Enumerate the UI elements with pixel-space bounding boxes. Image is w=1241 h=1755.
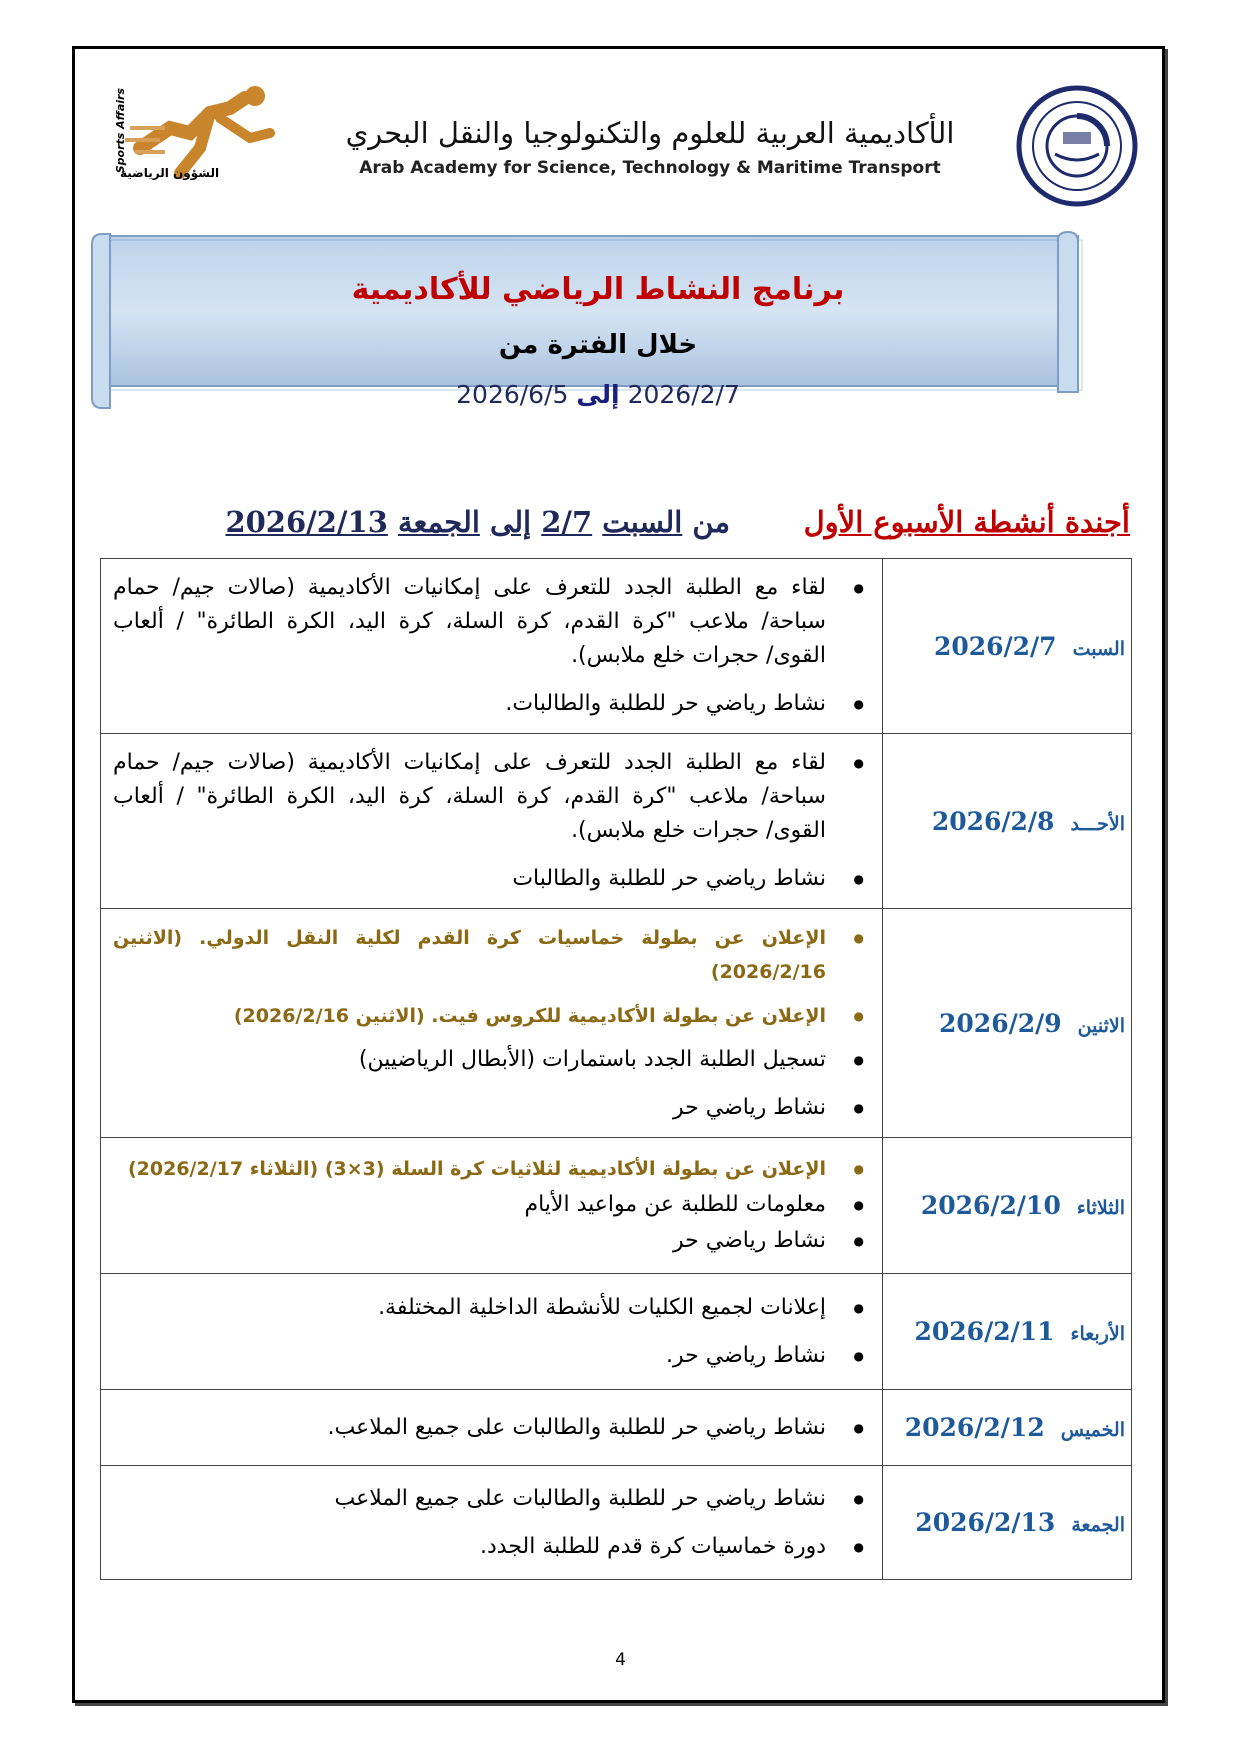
day-date: 2026/2/10 xyxy=(920,1191,1061,1220)
activities-cell xyxy=(101,559,883,734)
day-cell xyxy=(883,1274,1132,1390)
banner-to-word: إلى xyxy=(576,380,620,409)
activities-cell xyxy=(101,1390,883,1466)
banner-date-from: 2026/2/7 xyxy=(627,380,740,409)
announcement-item: ● الإعلان عن بطولة الأكاديمية لثلاثيات كرة السلة (3×3) (الثلاثاء 2026/2/17) xyxy=(113,1152,826,1186)
announcement-item: ● الإعلان عن بطولة الأكاديمية للكروس فيت. (الاثنين 2026/2/16) xyxy=(113,999,826,1033)
week-range xyxy=(225,505,730,539)
table-row xyxy=(101,734,1132,909)
day-name: الثلاثاء xyxy=(1076,1197,1125,1219)
academy-name-en: Arab Academy for Science, Technology & Maritime Transport xyxy=(359,158,941,178)
activity-list xyxy=(113,921,868,1125)
activity-item: ● معلومات للطلبة عن مواعيد الأيام xyxy=(113,1188,826,1222)
day-cell xyxy=(883,909,1132,1138)
day-date: 2026/2/7 xyxy=(933,631,1057,661)
banner-dates xyxy=(128,380,1068,409)
table-row xyxy=(101,1138,1132,1274)
day-name: الاثنين xyxy=(1077,1014,1125,1037)
day-name: الجمعة xyxy=(1071,1514,1125,1536)
day-date: 2026/2/13 xyxy=(915,1508,1056,1537)
table-row xyxy=(101,559,1132,734)
activity-item: ● دورة خماسيات كرة قدم للطلبة الجدد. xyxy=(113,1530,826,1564)
sports-affairs-en: Sports Affairs xyxy=(114,88,127,174)
title-banner xyxy=(88,230,1108,470)
announcement-item: ● الإعلان عن بطولة خماسيات كرة القدم لكلية النقل الدولي. (الاثنين 2026/2/16) xyxy=(113,921,826,989)
activity-item: ● لقاء مع الطلبة الجدد للتعرف على إمكانيات الأكاديمية (صالات جيم/ حمام سباحة/ ملاعب "كرة القدم، كرة السلة، كرة اليد، الكرة الطائرة" / ألعاب القوى/ حجرات خلع ملابس). xyxy=(113,746,826,848)
activity-list xyxy=(113,571,868,721)
day-cell xyxy=(883,1466,1132,1580)
day-cell xyxy=(883,1390,1132,1466)
activities-cell xyxy=(101,734,883,909)
week-to-word: إلى xyxy=(490,505,532,539)
day-name: الأربعاء xyxy=(1070,1323,1125,1345)
activity-item: ● نشاط رياضي حر للطلبة والطالبات. xyxy=(113,687,826,721)
day-cell xyxy=(883,559,1132,734)
header xyxy=(110,78,1140,210)
activity-item: ● إعلانات لجميع الكليات للأنشطة الداخلية المختلفة. xyxy=(113,1291,826,1325)
day-name: الخميس xyxy=(1060,1419,1125,1441)
activities-cell xyxy=(101,1466,883,1580)
day-date: 2026/2/9 xyxy=(939,1008,1062,1038)
activity-item: ● نشاط رياضي حر للطلبة والطالبات على جميع الملاعب. xyxy=(113,1411,826,1445)
table-row xyxy=(101,1390,1132,1466)
activity-list xyxy=(113,746,868,896)
table-row xyxy=(101,1274,1132,1390)
day-cell xyxy=(883,1138,1132,1274)
week-end-day: الجمعة xyxy=(398,505,480,539)
day-date: 2026/2/11 xyxy=(914,1317,1055,1346)
activities-cell xyxy=(101,909,883,1138)
table-row xyxy=(101,909,1132,1138)
activity-item: ● لقاء مع الطلبة الجدد للتعرف على إمكانيات الأكاديمية (صالات جيم/ حمام سباحة/ ملاعب "كرة القدم، كرة السلة، كرة اليد، الكرة الطائرة" / ألعاب القوى/ حجرات خلع ملابس). xyxy=(113,571,826,673)
week-start-date: 2/7 xyxy=(541,505,593,539)
day-date: 2026/2/8 xyxy=(931,806,1055,836)
activity-list xyxy=(113,1482,868,1564)
academy-seal-icon xyxy=(1015,84,1140,209)
day-cell xyxy=(883,734,1132,909)
page-number: 4 xyxy=(615,1650,626,1670)
academy-name-ar: الأكاديمية العربية للعلوم والتكنولوجيا والنقل البحري xyxy=(345,116,955,150)
week-label: أجندة أنشطة الأسبوع الأول xyxy=(803,505,1130,539)
activity-item: ● نشاط رياضي حر للطلبة والطالبات xyxy=(113,862,826,896)
week-start-day: السبت xyxy=(602,505,683,539)
activity-item: ● نشاط رياضي حر للطلبة والطالبات على جميع الملاعب xyxy=(113,1482,826,1516)
activity-list xyxy=(113,1411,868,1445)
week-end-date: 2026/2/13 xyxy=(225,505,388,539)
week-heading xyxy=(100,505,1130,553)
banner-title: برنامج النشاط الرياضي للأكاديمية xyxy=(351,272,845,307)
activities-cell xyxy=(101,1274,883,1390)
week-from-word: من xyxy=(692,505,730,539)
activity-list xyxy=(113,1291,868,1373)
banner-subtitle: خلال الفترة من xyxy=(498,330,698,360)
day-date: 2026/2/12 xyxy=(904,1413,1045,1442)
table-row xyxy=(101,1466,1132,1580)
activity-item: ● تسجيل الطلبة الجدد باستمارات (الأبطال الرياضيين) xyxy=(113,1043,826,1077)
activities-cell xyxy=(101,1138,883,1274)
banner-date-to: 2026/6/5 xyxy=(456,380,569,409)
day-name: السبت xyxy=(1072,637,1125,660)
activity-item: ● نشاط رياضي حر. xyxy=(113,1339,826,1373)
day-name: الأحـــد xyxy=(1070,812,1125,835)
activity-item: ● نشاط رياضي حر xyxy=(113,1091,826,1125)
activity-list xyxy=(113,1152,868,1258)
sports-affairs-ar: الشؤون الرياضية xyxy=(120,166,220,180)
activity-item: ● نشاط رياضي حر xyxy=(113,1224,826,1258)
agenda-table xyxy=(100,558,1132,1580)
